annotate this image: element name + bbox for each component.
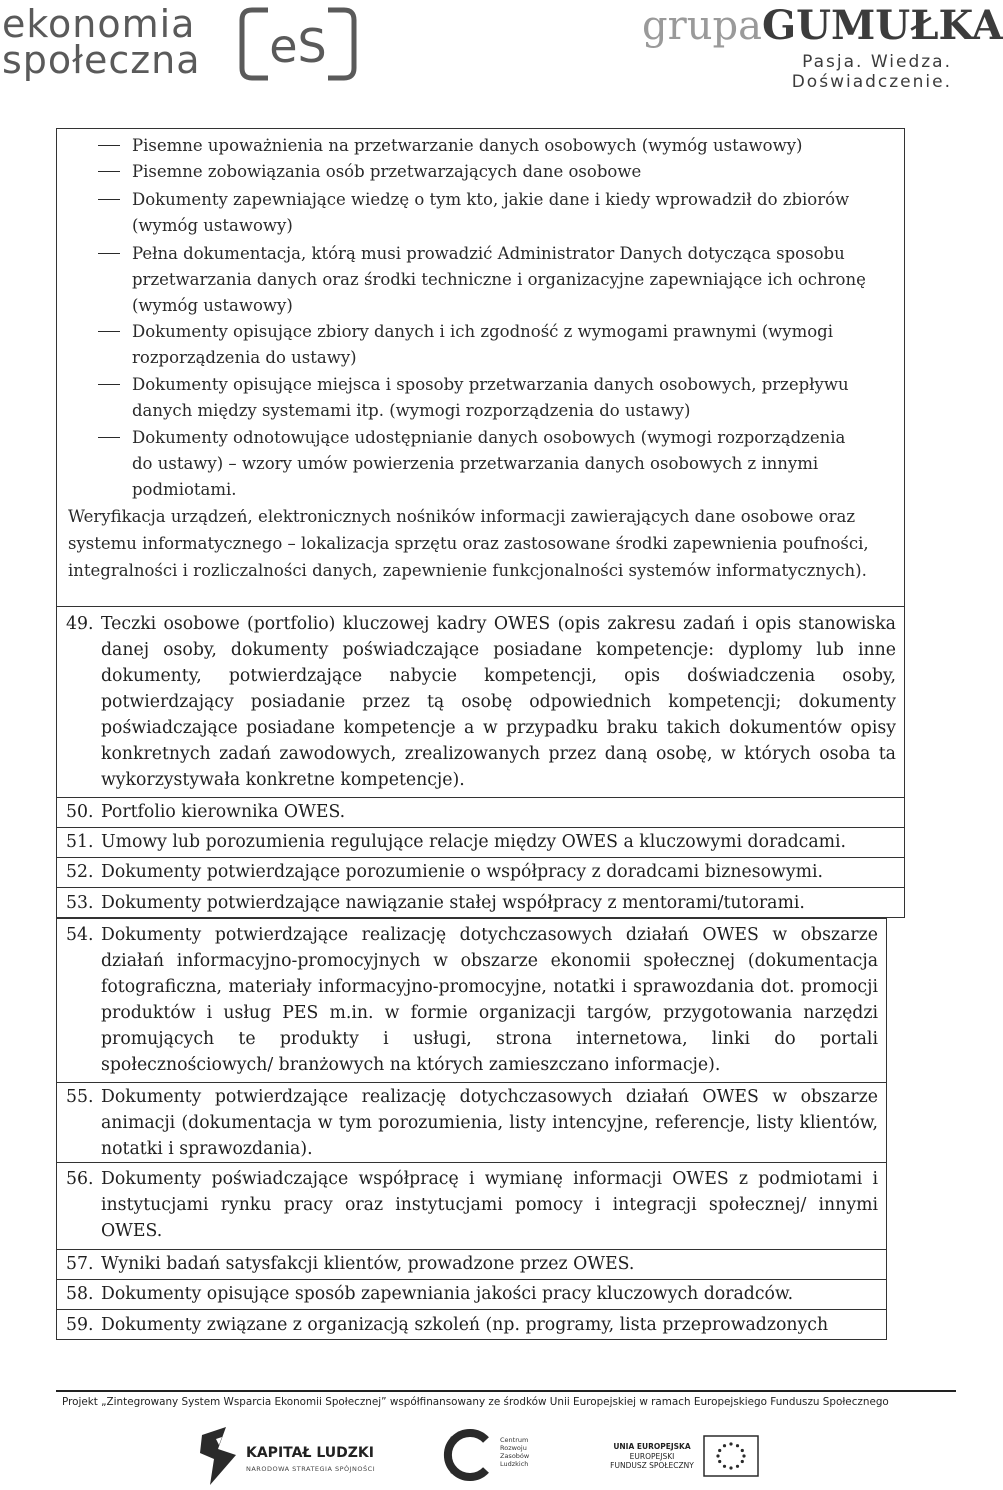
paragraph-line: Weryfikacja urządzeń, elektronicznych nośników informacji zawierających dane osobowe oraz (68, 507, 856, 526)
kapital-ludzki-icon (196, 1425, 240, 1487)
dash-bullet (98, 253, 120, 254)
gg-motto: Pasja. Wiedza. Doświadczenie. (791, 52, 952, 92)
verification-paragraph (68, 503, 894, 584)
item-text: Dokumenty potwierdzające porozumienie o współpracy z doradcami biznesowymi. (101, 862, 823, 882)
list-item-text: do ustawy) – wzory umów powierzenia przetwarzania danych osobowych z innymi (132, 454, 819, 473)
list-item-text: (wymóg ustawowy) (132, 216, 293, 235)
list-item-text: rozporządzenia do ustawy) (132, 348, 357, 367)
item-number: 56. (66, 1169, 94, 1189)
item-number: 55. (66, 1087, 94, 1107)
es-logo-text (2, 2, 201, 82)
item-number: 57. (66, 1254, 94, 1274)
numbered-item (66, 799, 896, 825)
ekonomia-spoleczna-logo (0, 4, 370, 84)
footer-divider (56, 1390, 956, 1392)
crzl-icon (442, 1428, 496, 1482)
kl-logo-sub: NARODOWA STRATEGIA SPÓJNOŚCI (246, 1465, 376, 1473)
row-divider (56, 1082, 887, 1083)
item-text: Teczki osobowe (portfolio) kluczowej kadry OWES (opis zakresu zadań i opis stanowiska danej osoby, dokumenty poświadczające posiadane kompetencje: dyplomy lub inne dokumenty, potwierdzające nabycie kompetencji, opis doświadczenia osoby, potwierdzający posiadanie przez tą osobę odpowiednich kompetencji; dokumenty poświadczające posiadane kompetencje a w przypadku braku takich dokumentów opisy konkretnych zadań zawodowych, zrealizowanych przez daną osobę, w których osoba ta wykorzystywała konkretne kompetencje). (101, 614, 896, 790)
crzl-line: Rozwoju (500, 1444, 527, 1452)
list-item (74, 187, 884, 239)
list-item (74, 241, 884, 319)
list-item (74, 425, 884, 503)
dash-bullet (98, 199, 120, 200)
gg-logo-light: grupa (642, 3, 762, 49)
item-text: Dokumenty potwierdzające realizację dotychczasowych działań OWES w obszarze działań informacyjno-promocyjnych w obszarze ekonomii społecznej (dokumentacja fotograficzna, materiały informacyjno-promocyjne, notatki i sprawozdania dot. promocji produktów i usług PES m.in. w formie organizacji targów, przygotowania narzędzi promujących te produkty i usługi, strona internetowa, linki do portali społecznościowych/ branżowych na których zamieszczano informacje). (101, 925, 878, 1075)
crzl-line: Ludzkich (500, 1460, 529, 1468)
list-item-text: przetwarzania danych oraz środki techniczne i organizacyjne zapewniające ich ochronę (132, 270, 866, 289)
item-number: 58. (66, 1284, 94, 1304)
list-item-text: Dokumenty zapewniające wiedzę o tym kto, jakie dane i kiedy wprowadził do zbiorów (132, 190, 850, 209)
list-item (74, 319, 884, 371)
item-text: Dokumenty potwierdzające nawiązanie stałej współpracy z mentorami/tutorami. (101, 893, 805, 913)
item-number: 53. (66, 893, 94, 913)
list-item-text: (wymóg ustawowy) (132, 296, 293, 315)
item-number: 59. (66, 1315, 94, 1335)
list-item (74, 133, 884, 159)
row-divider (56, 1279, 887, 1280)
numbered-item (66, 829, 896, 855)
row-divider (56, 827, 905, 828)
item-number: 51. (66, 832, 94, 852)
list-item-text: Dokumenty opisujące zbiory danych i ich zgodność z wymogami prawnymi (wymogi (132, 322, 834, 341)
kapital-ludzki-logo (196, 1425, 406, 1489)
item-number: 52. (66, 862, 94, 882)
numbered-item (66, 1084, 878, 1162)
paragraph-line: integralności i rozliczalności danych, zapewnienie funkcjonalności systemów informatycznych). (68, 561, 867, 580)
eu-line: UNIA EUROPEJSKA (613, 1442, 691, 1451)
dash-bullet (98, 145, 120, 146)
item-text: Portfolio kierownika OWES. (101, 802, 346, 822)
eu-logo (604, 1430, 764, 1486)
eu-line: FUNDUSZ SPOŁECZNY (610, 1461, 694, 1470)
list-item-text: Dokumenty odnotowujące udostępnianie danych osobowych (wymogi rozporządzenia (132, 428, 846, 447)
list-item (74, 372, 884, 424)
list-item-text: Pisemne zobowiązania osób przetwarzających dane osobowe (132, 162, 642, 181)
es-mark-icon (238, 4, 358, 84)
dash-bullet (98, 384, 120, 385)
row-divider (56, 857, 905, 858)
numbered-item (66, 859, 896, 885)
item-text: Dokumenty związane z organizacją szkoleń (np. programy, lista przeprowadzonych (101, 1315, 829, 1335)
crzl-text (500, 1436, 529, 1468)
item-number: 49. (66, 614, 94, 634)
page-header (0, 0, 1003, 100)
item-text: Dokumenty opisujące sposób zapewniania jakości pracy kluczowych doradców. (101, 1284, 794, 1304)
dash-bullet (98, 171, 120, 172)
list-item-text: Dokumenty opisujące miejsca i sposoby przetwarzania danych osobowych, przepływu (132, 375, 849, 394)
eu-logo-text (604, 1442, 700, 1471)
numbered-item (66, 611, 896, 793)
es-mark-text: eS (269, 19, 327, 73)
item-number: 50. (66, 802, 94, 822)
list-item-text: Pełna dokumentacja, którą musi prowadzić Administrator Danych dotycząca sposobu (132, 244, 845, 263)
list-item (74, 159, 884, 185)
crzl-line: Zasobów (500, 1452, 530, 1460)
eu-line: EUROPEJSKI (629, 1451, 675, 1461)
numbered-item (66, 1281, 878, 1307)
dash-bullet (98, 331, 120, 332)
numbered-item (66, 1166, 878, 1244)
crzl-logo (442, 1428, 542, 1484)
es-logo-line1: ekonomia (2, 2, 196, 46)
row-divider (56, 887, 905, 888)
list-item-text: danych między systemami itp. (wymogi rozporządzenia do ustawy) (132, 401, 691, 420)
list-item-text: podmiotami. (132, 480, 237, 499)
item-text: Wyniki badań satysfakcji klientów, prowadzone przez OWES. (101, 1254, 635, 1274)
list-item-text: Pisemne upoważnienia na przetwarzanie danych osobowych (wymóg ustawowy) (132, 136, 803, 155)
gg-logo-name (642, 2, 1003, 50)
kl-logo-main: KAPITAŁ LUDZKI (246, 1445, 374, 1461)
item-text: Umowy lub porozumienia regulujące relacje między OWES a kluczowymi doradcami. (101, 832, 847, 852)
paragraph-line: systemu informatycznego – lokalizacja sprzętu oraz zastosowane środki zapewnienia poufności, (68, 534, 869, 553)
item-text: Dokumenty potwierdzające realizację dotychczasowych działań OWES w obszarze animacji (dokumentacja w tym porozumienia, listy intencyjne, referencje, listy klientów, notatki i sprawozdania). (101, 1087, 878, 1159)
es-logo-line2: społeczna (2, 38, 201, 82)
gg-logo-dark: GUMUŁKA (761, 2, 1003, 49)
dash-bullet (98, 437, 120, 438)
item-text: Dokumenty poświadczające współpracę i wymianę informacji OWES z podmiotami i instytucjami rynku pracy oraz instytucjami pomocy i integracji społecznej/ innymi OWES. (101, 1169, 878, 1241)
eu-flag-icon (704, 1436, 758, 1476)
numbered-item (66, 890, 896, 916)
row-divider (56, 1249, 887, 1250)
crzl-line: Centrum (500, 1436, 529, 1444)
item-number: 54. (66, 925, 94, 945)
numbered-item (66, 922, 878, 1078)
grupa-gumulka-logo (642, 2, 1003, 92)
row-divider (56, 1309, 887, 1310)
row-divider (56, 1162, 887, 1163)
numbered-item (66, 1251, 878, 1277)
numbered-item (66, 1312, 878, 1338)
footer-project-text: Projekt „Zintegrowany System Wsparcia Ekonomii Społecznej” współfinansowany ze środków Unii Europejskiej w ramach Europejskiego Funduszu Społecznego (62, 1396, 889, 1408)
row-divider (56, 797, 905, 798)
